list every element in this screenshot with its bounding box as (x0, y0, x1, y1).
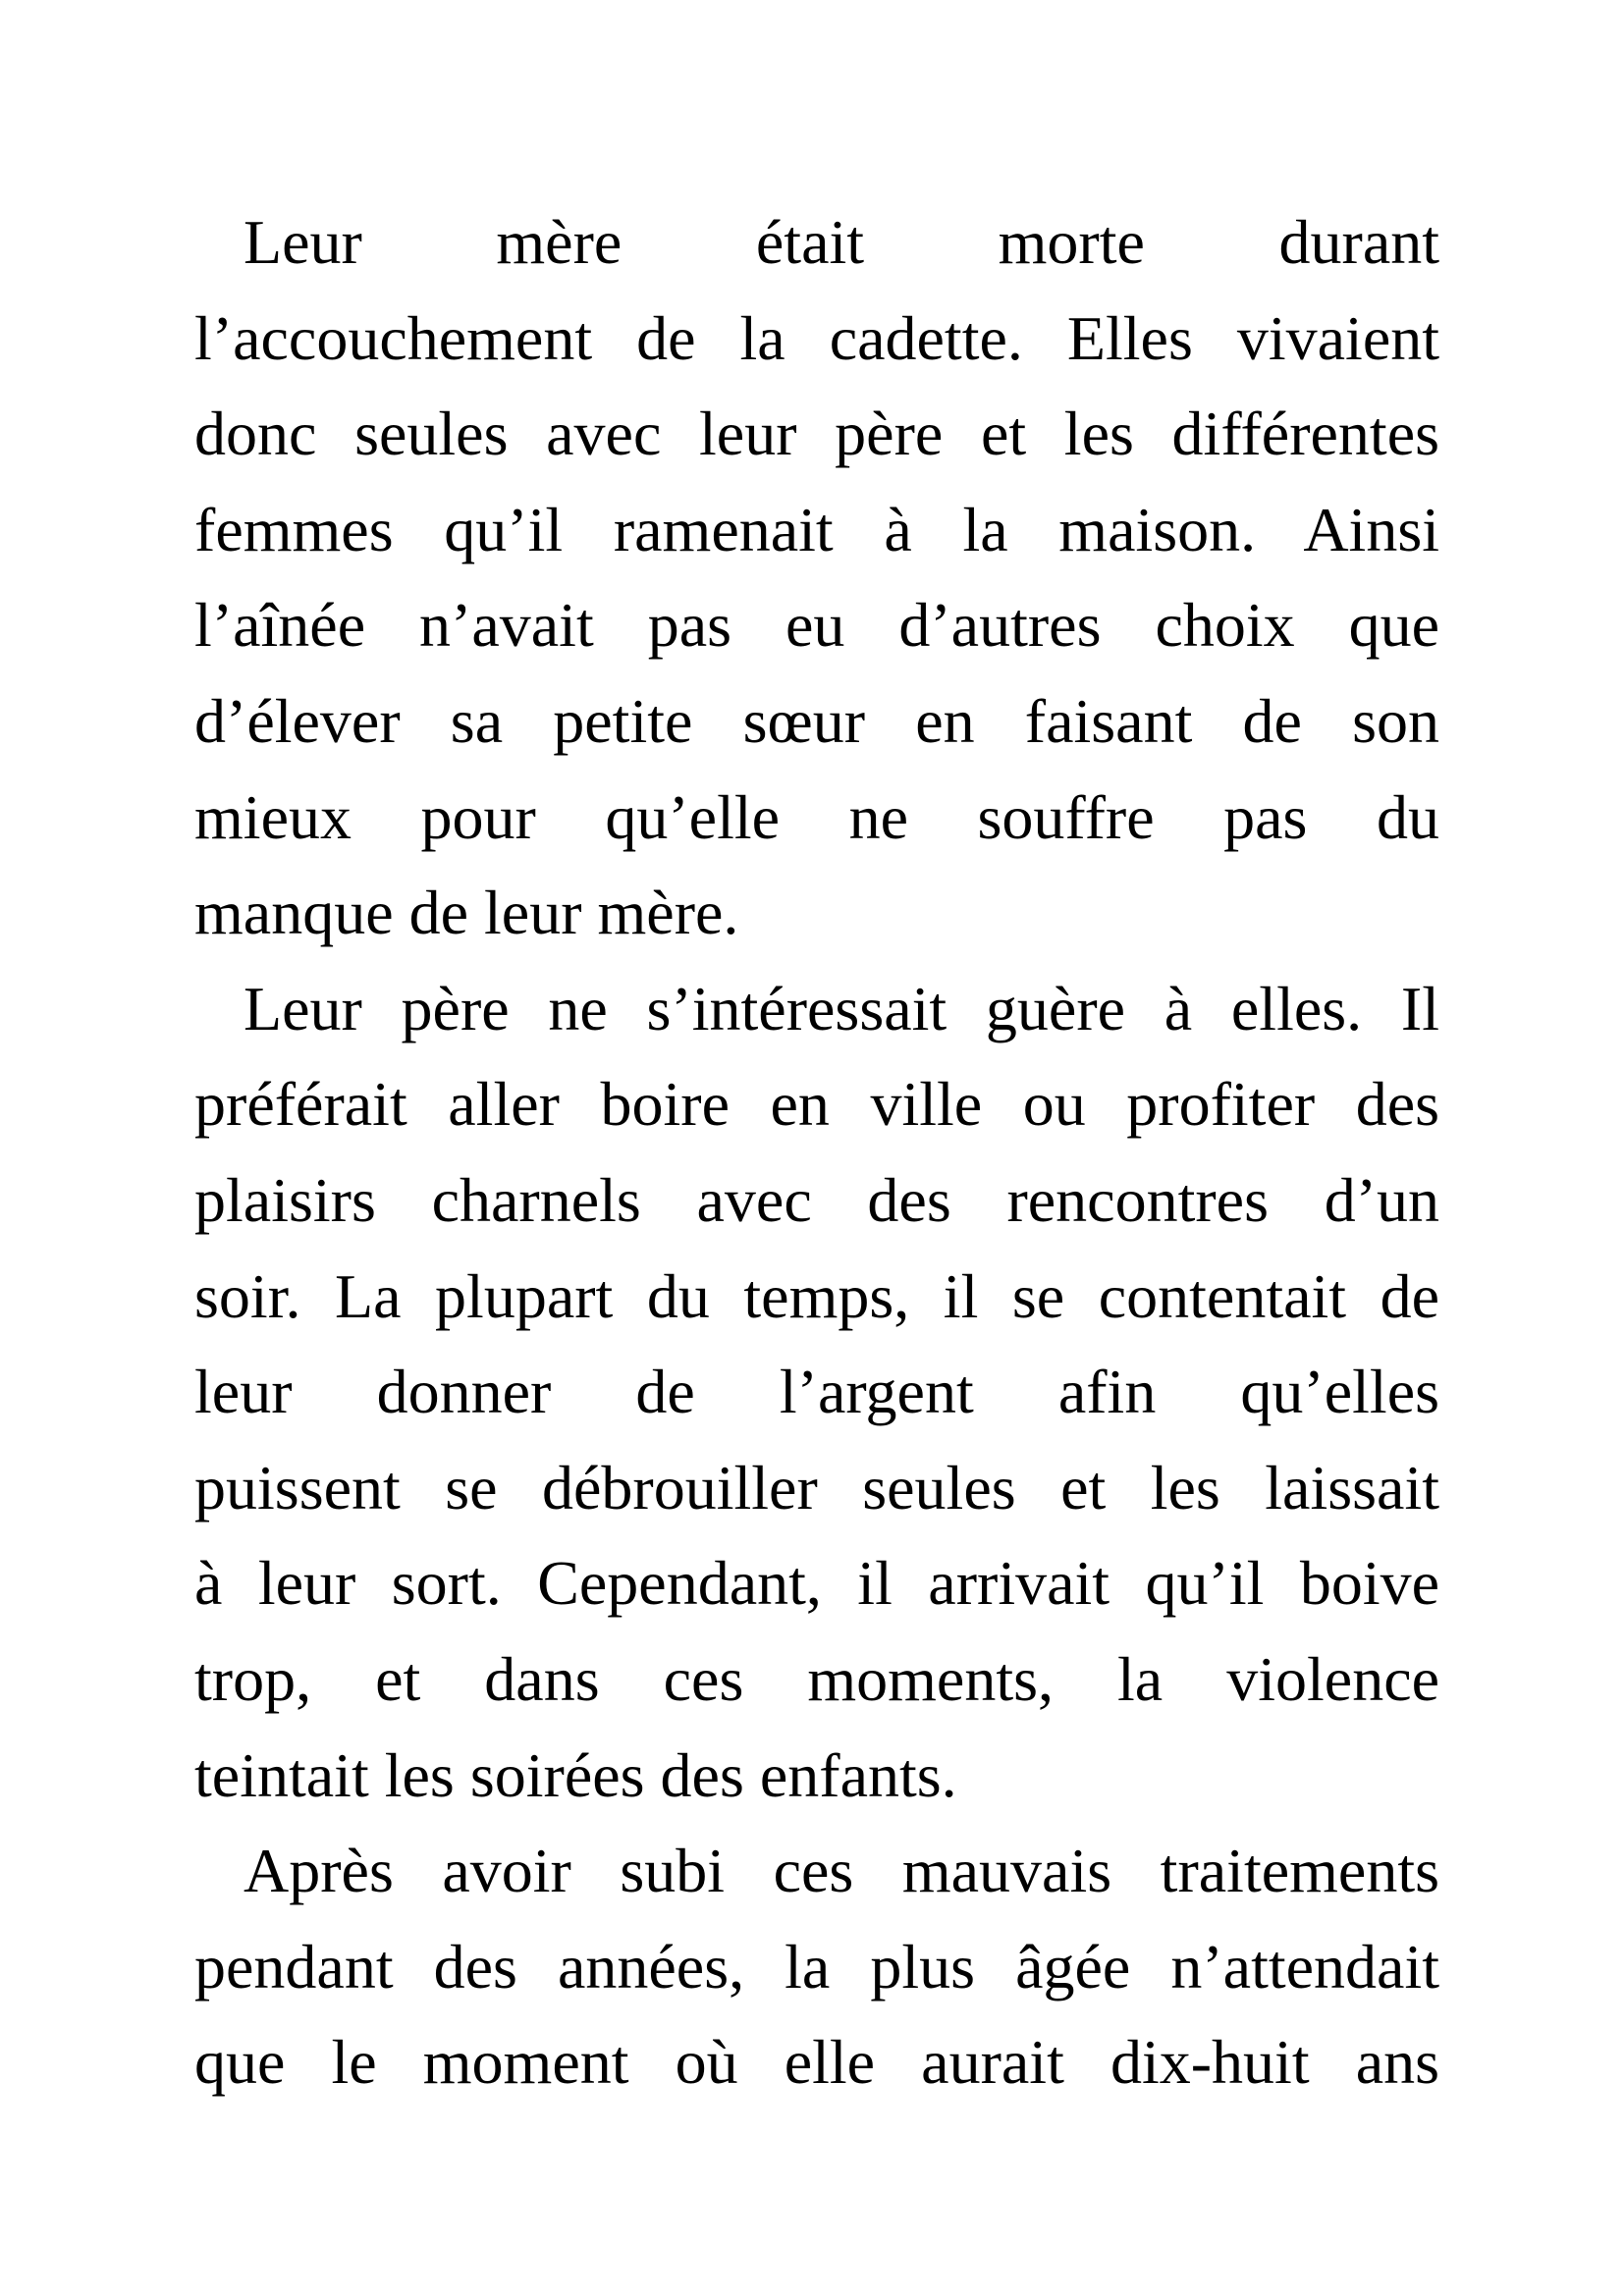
text-line: leur donner de l’argent afin qu’elles (194, 1357, 1439, 1427)
text-line: puissent se débrouiller seules et les laissait (194, 1452, 1439, 1522)
text-line: pendant des années, la plus âgée n’attendait (194, 1931, 1439, 2002)
text-line: trop, et dans ces moments, la violence (194, 1643, 1439, 1714)
text-line: soir. La plupart du temps, il se contentait de (194, 1260, 1439, 1331)
text-line: à leur sort. Cependant, il arrivait qu’il boive (194, 1548, 1439, 1619)
text-line: Leur mère était morte durant (244, 207, 1439, 277)
text-line: l’accouchement de la cadette. Elles vivaient (194, 302, 1439, 373)
body-text (194, 194, 1439, 2110)
text-line: manque de leur mère. (194, 878, 739, 948)
text-line: donc seules avec leur père et les différentes (194, 399, 1439, 469)
text-line: Après avoir subi ces mauvais traitements (244, 1836, 1439, 1906)
text-line: l’aînée n’avait pas eu d’autres choix que (194, 590, 1439, 661)
text-line: plaisirs charnels avec des rencontres d’un (194, 1164, 1439, 1235)
text-line: Leur père ne s’intéressait guère à elles. Il (244, 973, 1439, 1043)
paragraph-3 (194, 1823, 1439, 2110)
text-line: teintait les soirées des enfants. (194, 1739, 957, 1810)
text-line: mieux pour qu’elle ne souffre pas du (194, 781, 1439, 852)
text-line: que le moment où elle aurait dix-huit ans (194, 2027, 1439, 2098)
paragraph-2 (194, 961, 1439, 1823)
text-line: femmes qu’il ramenait à la maison. Ainsi (194, 494, 1439, 564)
paragraph-1 (194, 194, 1439, 961)
text-line: préférait aller boire en ville ou profiter des (194, 1069, 1439, 1140)
text-line: d’élever sa petite sœur en faisant de son (194, 685, 1439, 756)
